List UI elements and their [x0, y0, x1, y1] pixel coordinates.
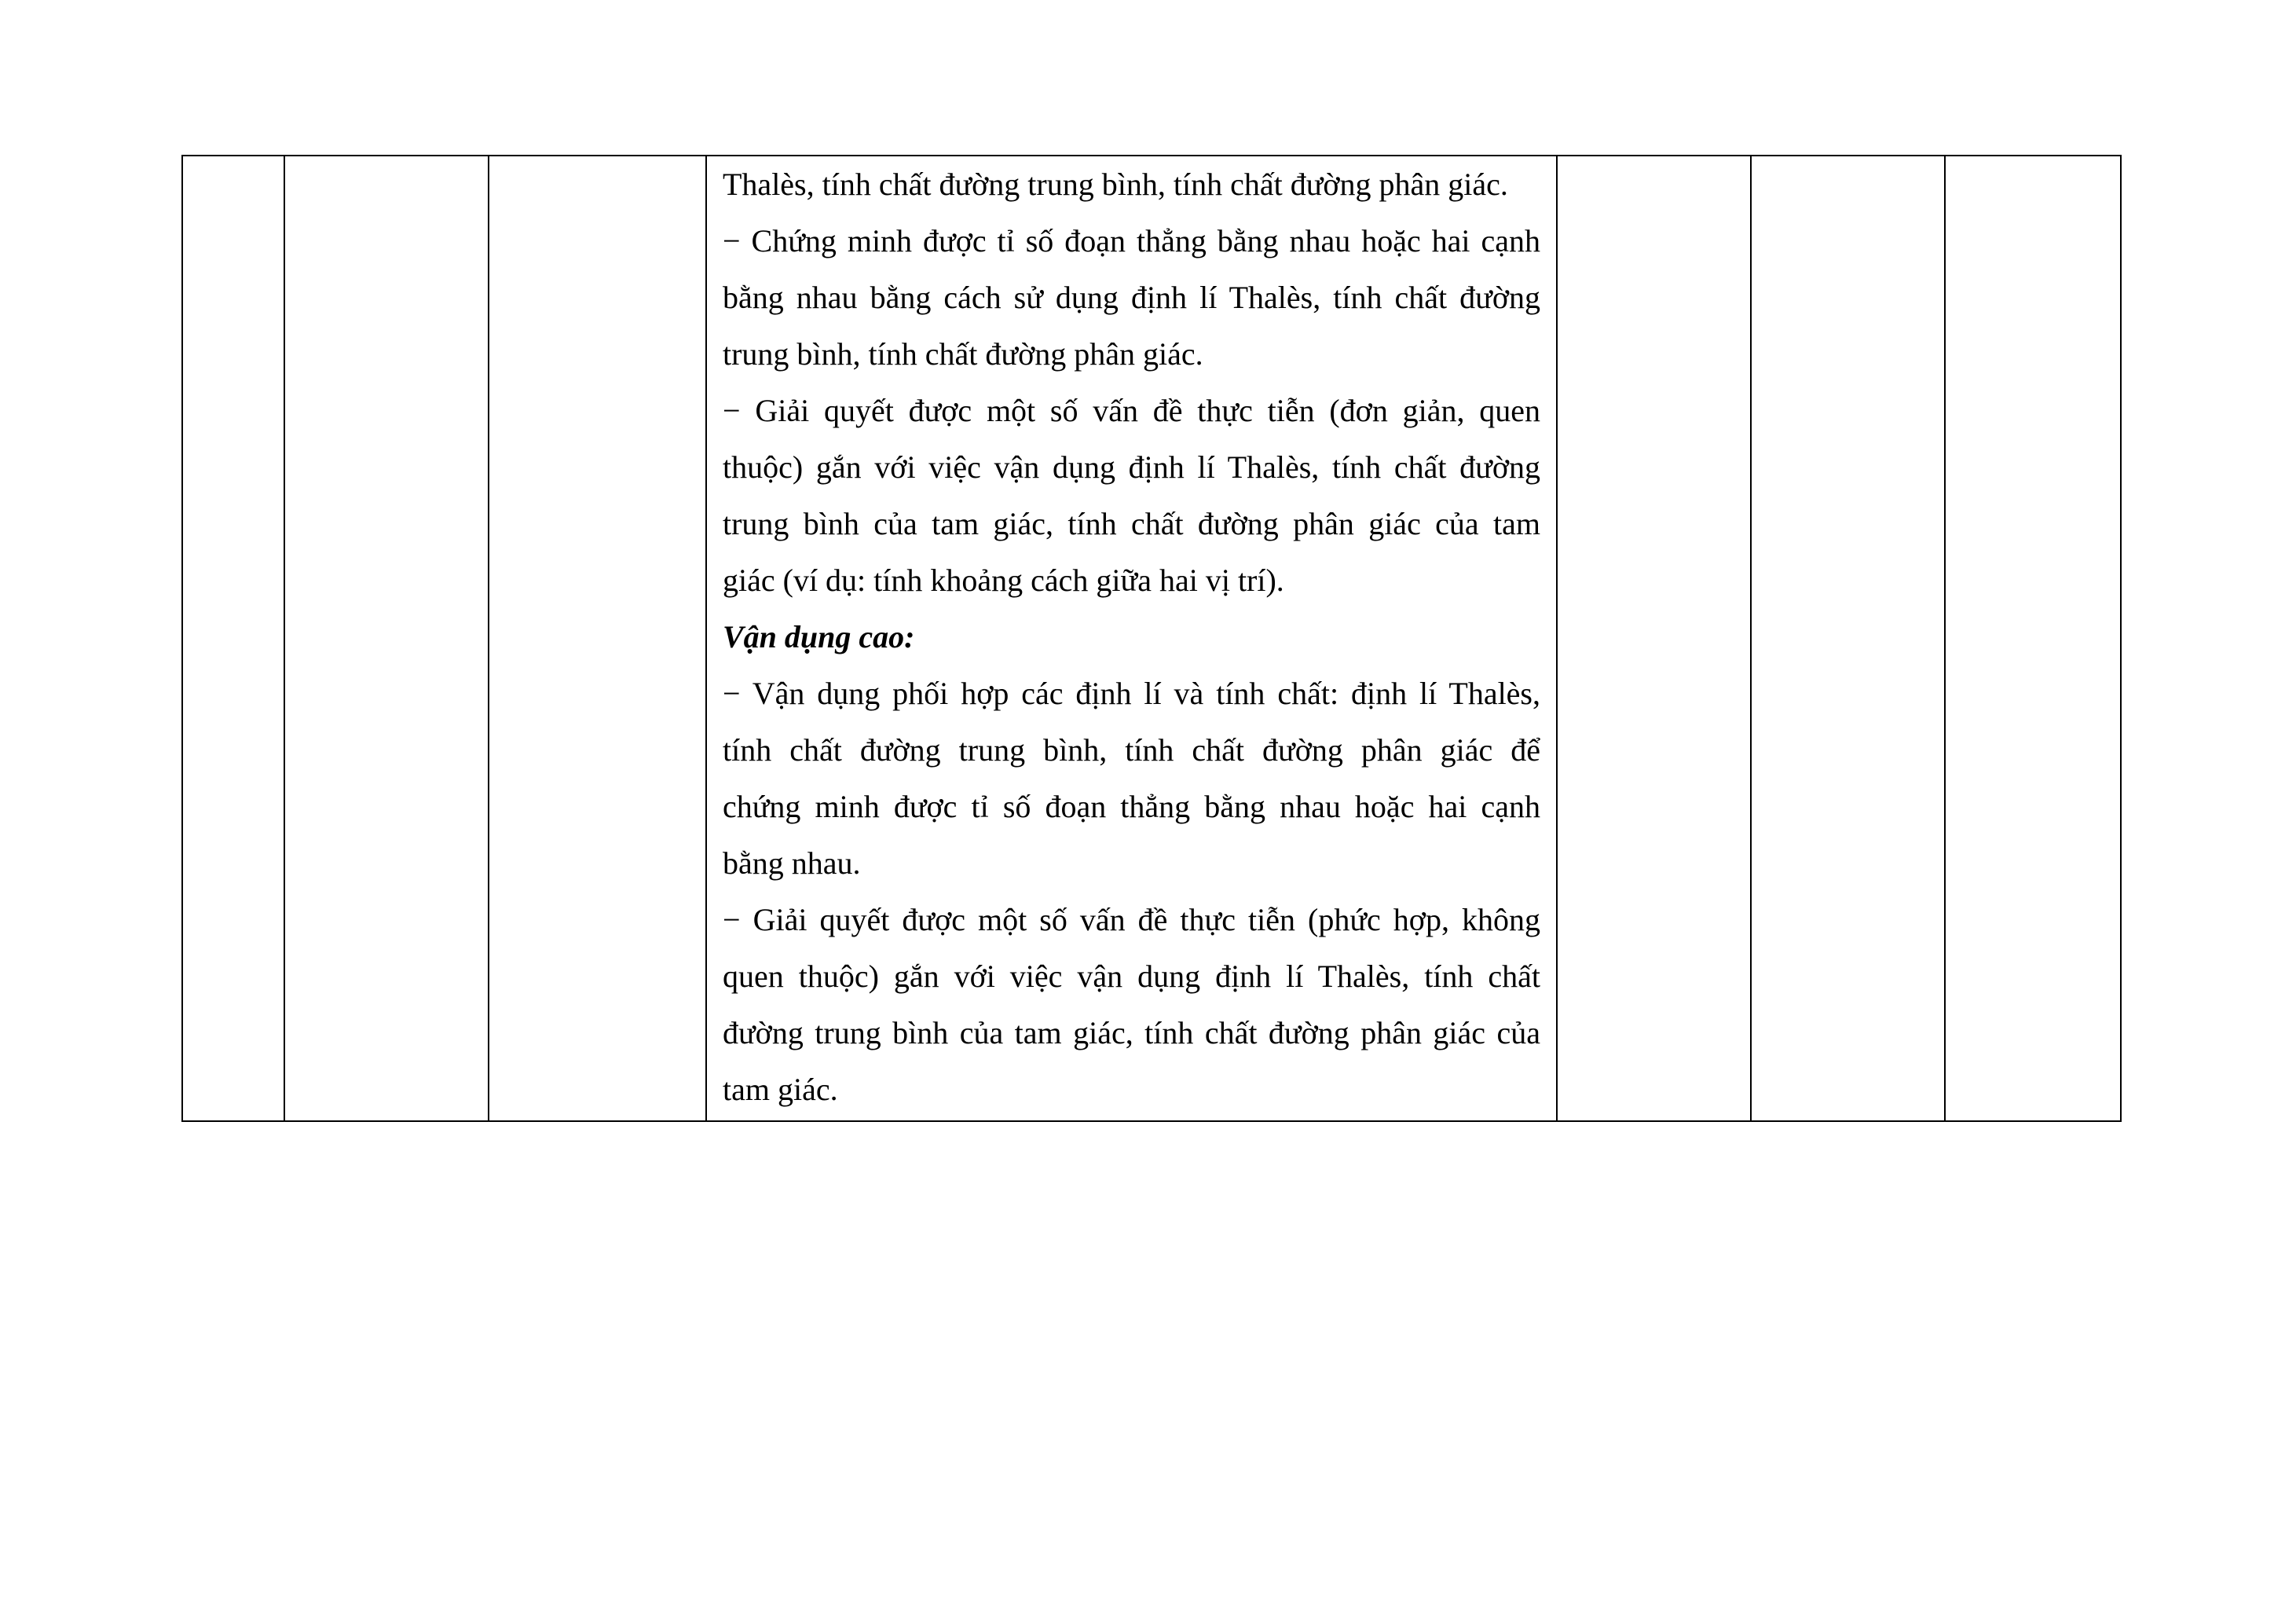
table-row — [182, 156, 2121, 1121]
text-line: chứng minh được tỉ số đoạn thẳng bằng nhau hoặc hai cạnh — [723, 789, 1540, 824]
text-line: − Chứng minh được tỉ số đoạn thẳng bằng nhau hoặc hai cạnh — [723, 223, 1540, 258]
cell-requirements — [706, 156, 1557, 1121]
text-line: Thalès, tính chất đường trung bình, tính chất đường phân giác. — [723, 167, 1508, 202]
text-line: đường trung bình của tam giác, tính chất đường phân giác của — [723, 1015, 1540, 1050]
text-line: tính chất đường trung bình, tính chất đường phân giác để — [723, 732, 1540, 768]
cell-content-unit — [489, 156, 706, 1121]
text-line: tam giác. — [723, 1072, 838, 1107]
cell-level-2 — [1751, 156, 1945, 1121]
text-line: trung bình của tam giác, tính chất đường phân giác của tam — [723, 506, 1540, 541]
cell-level-1 — [1557, 156, 1751, 1121]
requirements-text — [723, 156, 1540, 1118]
section-heading: Vận dụng cao: — [723, 619, 915, 654]
cell-stt — [182, 156, 284, 1121]
text-line: trung bình, tính chất đường phân giác. — [723, 336, 1203, 372]
text-line: quen thuộc) gắn với việc vận dụng định lí Thalès, tính chất — [723, 959, 1540, 994]
requirements-table — [181, 155, 2122, 1122]
cell-topic — [284, 156, 489, 1121]
text-line: giác (ví dụ: tính khoảng cách giữa hai vị trí). — [723, 563, 1284, 598]
text-line: − Giải quyết được một số vấn đề thực tiễn (phức hợp, không — [723, 902, 1540, 937]
text-line: − Giải quyết được một số vấn đề thực tiễn (đơn giản, quen — [723, 393, 1540, 428]
text-line: bằng nhau bằng cách sử dụng định lí Thalès, tính chất đường — [723, 280, 1540, 315]
text-line: thuộc) gắn với việc vận dụng định lí Thalès, tính chất đường — [723, 449, 1540, 485]
text-line: bằng nhau. — [723, 845, 861, 881]
text-line: − Vận dụng phối hợp các định lí và tính chất: định lí Thalès, — [723, 676, 1540, 711]
cell-level-3 — [1945, 156, 2121, 1121]
